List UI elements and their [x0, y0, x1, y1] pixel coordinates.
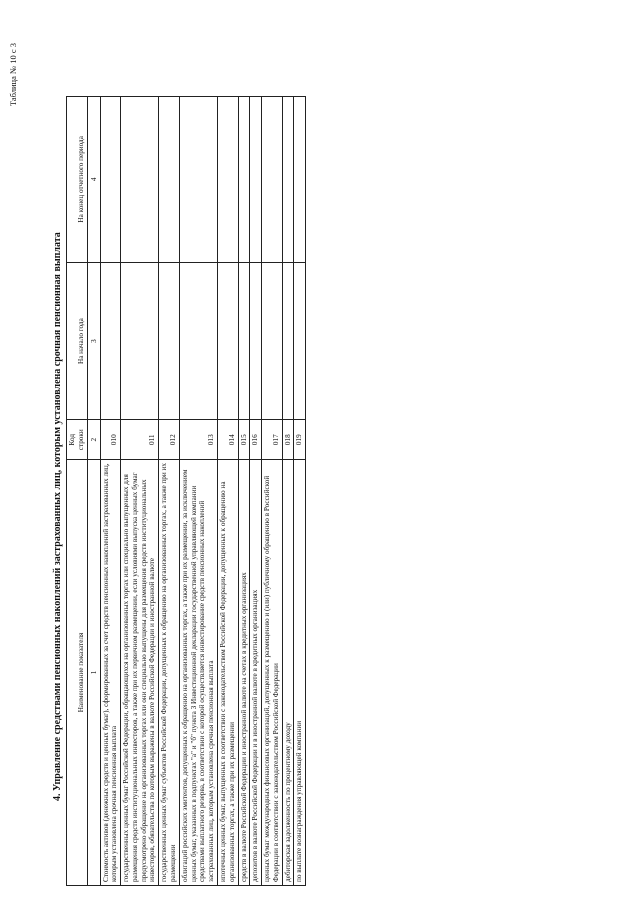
table-row — [294, 97, 306, 886]
row-end-value — [121, 97, 159, 263]
table-header-row — [67, 97, 88, 886]
table-reference: Таблица № 10 с 3 — [8, 43, 18, 107]
colnum-3: 3 — [87, 262, 100, 420]
row-start-value — [100, 262, 121, 420]
row-end-value — [250, 97, 262, 263]
row-code: 011 — [121, 420, 159, 459]
row-code: 017 — [262, 420, 283, 459]
table-row — [159, 97, 180, 886]
row-code: 015 — [238, 420, 250, 459]
row-indicator: дебиторская задолженность по процентному доходу — [282, 459, 294, 885]
row-start-value — [179, 262, 217, 420]
row-code: 013 — [179, 420, 217, 459]
row-indicator: государственных ценных бумаг субъектов Российской Федерации, допущенных к обращению на организованных торгах, а также при их размещении — [159, 459, 180, 885]
table-row — [250, 97, 262, 886]
colnum-4: 4 — [87, 97, 100, 263]
row-code: 019 — [294, 420, 306, 459]
row-start-value — [250, 262, 262, 420]
row-end-value — [262, 97, 283, 263]
row-end-value — [179, 97, 217, 263]
row-end-value — [282, 97, 294, 263]
table-row — [100, 97, 121, 886]
table-row — [262, 97, 283, 886]
row-start-value — [159, 262, 180, 420]
row-end-value — [294, 97, 306, 263]
table-row — [282, 97, 294, 886]
row-code: 016 — [250, 420, 262, 459]
row-start-value — [217, 262, 238, 420]
row-indicator: облигаций российских эмитентов, допущенных к обращению на организованных торгах, а также при их размещении, за исключением ценных бумаг, указанных в подпунктах "а" и "б" пункта 3 Инвестиционной декларации государственной управляющей компании средствами выплатного резерва, в соответствии с которой осуществляется инвестирование средств пенсионных накоплений застрахованных лиц, которым установлена срочная пенсионная выплата — [179, 459, 217, 885]
table-row — [179, 97, 217, 886]
row-code: 010 — [100, 420, 121, 459]
header-start: На начало года — [67, 262, 88, 420]
row-code: 018 — [282, 420, 294, 459]
colnum-2: 2 — [87, 420, 100, 459]
table-row — [238, 97, 250, 886]
header-code: Код строки — [67, 420, 88, 459]
row-end-value — [217, 97, 238, 263]
row-start-value — [294, 262, 306, 420]
row-indicator: средств в валюте Российской Федерации и иностранной валюте на счетах в кредитных организациях — [238, 459, 250, 885]
header-end: На конец отчетного периода — [67, 97, 88, 263]
section-title: 4. Управление средствами пенсионных накоплений застрахованных лиц, которым установлена срочная пенсионная выплата — [52, 232, 63, 801]
row-start-value — [238, 262, 250, 420]
colnum-1: 1 — [87, 459, 100, 885]
table-row — [121, 97, 159, 886]
row-indicator: ценных бумаг международных финансовых организаций, допущенных к размещению и (или) публичному обращению в Российской Федерации в соответствии с законодательством Российской Федерации — [262, 459, 283, 885]
row-end-value — [159, 97, 180, 263]
header-indicator: Наименование показателя — [67, 459, 88, 885]
table-row — [217, 97, 238, 886]
row-end-value — [238, 97, 250, 263]
row-start-value — [121, 262, 159, 420]
column-number-row — [87, 97, 100, 886]
row-code: 012 — [159, 420, 180, 459]
row-indicator: ипотечных ценных бумаг, выпущенных в соответствии с законодательством Российской Федерации, допущенных к обращению на организованных торгах, а также при их размещении — [217, 459, 238, 885]
row-indicator: по выплате вознаграждения управляющей компании — [294, 459, 306, 885]
row-end-value — [100, 97, 121, 263]
row-start-value — [282, 262, 294, 420]
row-start-value — [262, 262, 283, 420]
row-indicator: Стоимость активов (денежных средств и ценных бумаг), сформированных за счет средств пенсионных накоплений застрахованных лиц, которым установлена срочная пенсионная выплата — [100, 459, 121, 885]
row-indicator: депозитов в валюте Российской Федерации и в иностранной валюте в кредитных организациях — [250, 459, 262, 885]
row-indicator: государственных ценных бумаг Российской Федерации, обращающихся на организованных торгах или специально выпущенных для размещения средств институциональных инвесторов, а также при их первичном размещении, если условиями выпуска ценных бумаг предусмотрено обращение на организованных торгах или они специально выпущены для размещения средств институциональных инвесторов, обязательства по которым выражены в валюте Российской Федерации и иностранной валюте — [121, 459, 159, 885]
row-code: 014 — [217, 420, 238, 459]
report-table — [66, 96, 306, 886]
